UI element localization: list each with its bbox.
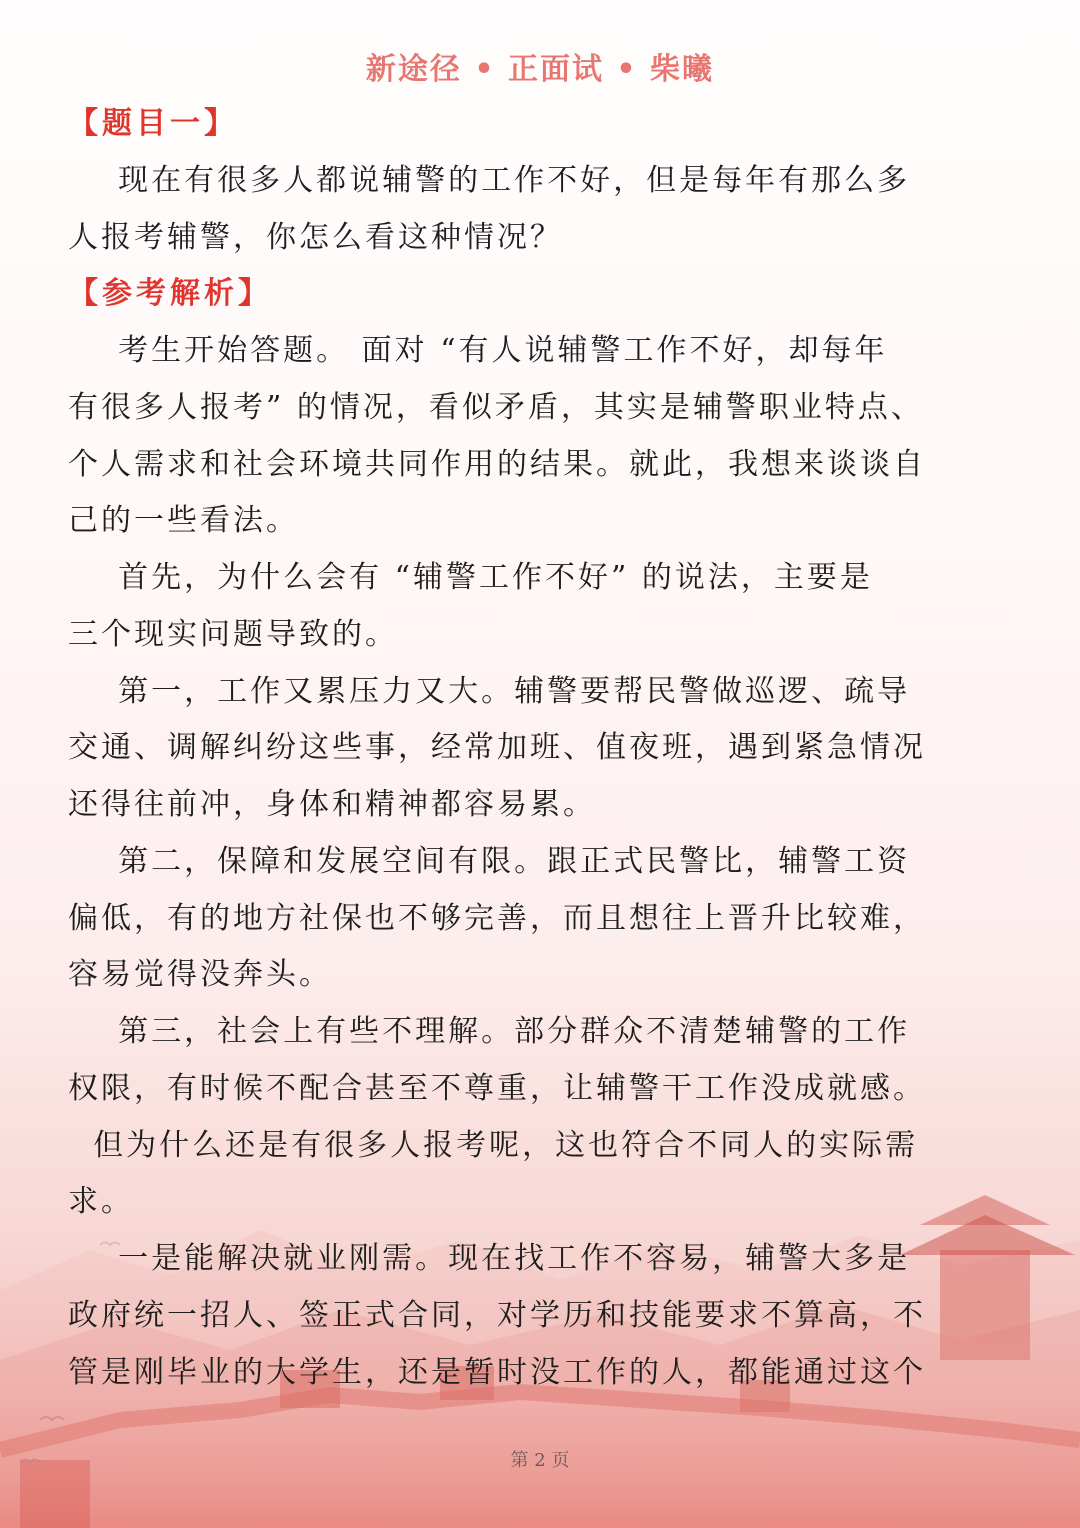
body-text-line: 权限，有时候不配合甚至不尊重，让辅警干工作没成就感。	[68, 1071, 926, 1106]
body-text-line: 交通、调解纠纷这些事，经常加班、值夜班，遇到紧急情况	[68, 730, 926, 765]
body-text-line: 还得往前冲，身体和精神都容易累。	[68, 787, 596, 822]
body-text-line: 一是能解决就业刚需。现在找工作不容易，辅警大多是	[68, 1241, 911, 1276]
body-text-line: 求。	[68, 1184, 134, 1219]
body-text-line: 个人需求和社会环境共同作用的结果。就此，我想来谈谈自	[68, 447, 926, 482]
body-text-line: 政府统一招人、签正式合同，对学历和技能要求不算高，不	[68, 1298, 926, 1333]
body-text-line: 有很多人报考” 的情况，看似矛盾，其实是辅警职业特点、	[68, 390, 924, 425]
body-text-line: 考生开始答题。 面对 “有人说辅警工作不好，却每年	[68, 333, 888, 368]
body-text-line: 第三，社会上有些不理解。部分群众不清楚辅警的工作	[68, 1014, 911, 1049]
body-text-line: 第一，工作又累压力又大。辅警要帮民警做巡逻、疏导	[68, 674, 911, 709]
heading-question-1: 【题目一】	[68, 106, 238, 141]
heading-reference-analysis: 【参考解析】	[68, 276, 272, 311]
body-text-line: 容易觉得没奔头。	[68, 957, 332, 992]
body-text-line: 三个现实问题导致的。	[68, 617, 398, 652]
body-text-line: 管是刚毕业的大学生，还是暂时没工作的人，都能通过这个	[68, 1355, 926, 1390]
body-text-line: 第二，保障和发展空间有限。跟正式民警比，辅警工资	[68, 844, 911, 879]
body-text-line: 偏低，有的地方社保也不够完善，而且想往上晋升比较难，	[68, 901, 926, 936]
body-text-line: 但为什么还是有很多人报考呢，这也符合不同人的实际需	[68, 1128, 919, 1163]
body-text-line: 首先，为什么会有 “辅警工作不好” 的说法，主要是	[68, 560, 873, 595]
question-line: 人报考辅警，你怎么看这种情况？	[68, 220, 563, 255]
question-line: 现在有很多人都说辅警的工作不好，但是每年有那么多	[68, 163, 911, 198]
page-number: 第 2 页	[510, 1450, 570, 1471]
body-text-line: 己的一些看法。	[68, 503, 299, 538]
page-header-title: 新途径 • 正面试 • 柴曦	[365, 52, 715, 87]
